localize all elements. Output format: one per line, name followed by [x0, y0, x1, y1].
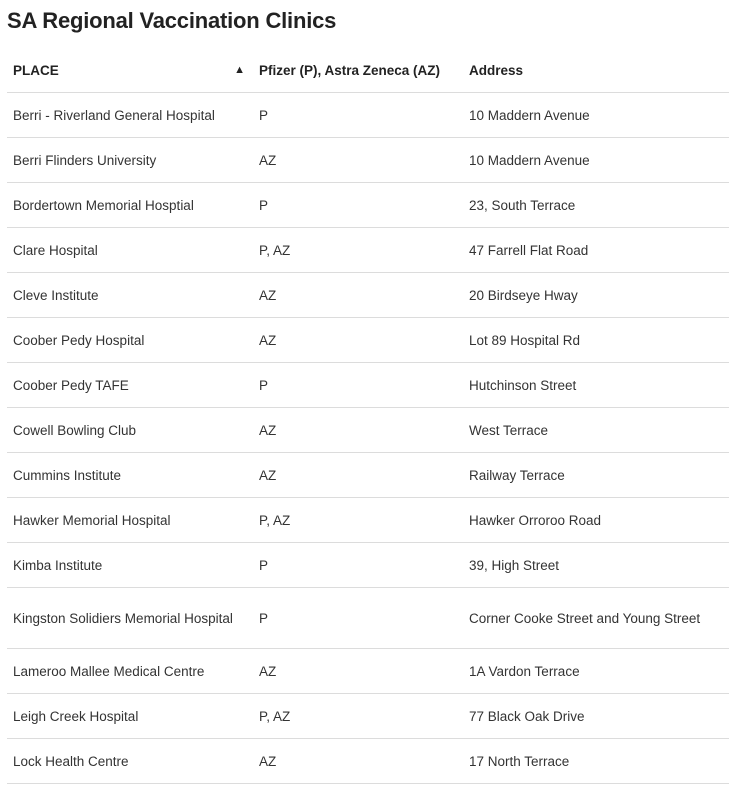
cell-vaccine: AZ	[253, 408, 463, 453]
cell-address: 23, South Terrace	[463, 183, 729, 228]
cell-place: Coober Pedy TAFE	[7, 363, 253, 408]
cell-place: Lameroo Mallee Medical Centre	[7, 649, 253, 694]
cell-place: Clare Hospital	[7, 228, 253, 273]
cell-address: 47 Farrell Flat Road	[463, 228, 729, 273]
cell-address: Hawker Orroroo Road	[463, 498, 729, 543]
header-row	[7, 48, 729, 93]
cell-place: Hawker Memorial Hospital	[7, 498, 253, 543]
table-row	[7, 318, 729, 363]
cell-vaccine: AZ	[253, 739, 463, 784]
cell-vaccine: P	[253, 183, 463, 228]
clinics-table	[7, 48, 729, 784]
cell-address: Corner Cooke Street and Young Street	[463, 588, 729, 649]
page-title: SA Regional Vaccination Clinics	[7, 8, 337, 33]
cell-place: Kimba Institute	[7, 543, 253, 588]
column-header-label: PLACE	[13, 62, 59, 78]
cell-place: Cummins Institute	[7, 453, 253, 498]
table-row	[7, 498, 729, 543]
table-row	[7, 93, 729, 138]
cell-address: 10 Maddern Avenue	[463, 93, 729, 138]
table-row	[7, 739, 729, 784]
cell-vaccine: P	[253, 543, 463, 588]
cell-vaccine: AZ	[253, 273, 463, 318]
cell-vaccine: P, AZ	[253, 694, 463, 739]
cell-address: 77 Black Oak Drive	[463, 694, 729, 739]
table-row	[7, 453, 729, 498]
table-row	[7, 408, 729, 453]
cell-address: West Terrace	[463, 408, 729, 453]
table-row	[7, 588, 729, 649]
table-row	[7, 694, 729, 739]
table-header	[7, 48, 729, 93]
table-row	[7, 649, 729, 694]
cell-vaccine: P, AZ	[253, 498, 463, 543]
cell-place: Cleve Institute	[7, 273, 253, 318]
column-header-label: Pfizer (P), Astra Zeneca (AZ)	[259, 62, 441, 78]
cell-address: 10 Maddern Avenue	[463, 138, 729, 183]
cell-place: Berri - Riverland General Hospital	[7, 93, 253, 138]
cell-place: Berri Flinders University	[7, 138, 253, 183]
cell-vaccine: AZ	[253, 453, 463, 498]
table-row	[7, 138, 729, 183]
cell-vaccine: P	[253, 93, 463, 138]
cell-place: Leigh Creek Hospital	[7, 694, 253, 739]
cell-address: Lot 89 Hospital Rd	[463, 318, 729, 363]
cell-vaccine: P	[253, 588, 463, 649]
cell-address: 1A Vardon Terrace	[463, 649, 729, 694]
cell-address: Railway Terrace	[463, 453, 729, 498]
table-row	[7, 273, 729, 318]
cell-place: Kingston Solidiers Memorial Hospital	[7, 588, 253, 649]
cell-address: 17 North Terrace	[463, 739, 729, 784]
table-row	[7, 183, 729, 228]
cell-address: 39, High Street	[463, 543, 729, 588]
column-header-address[interactable]	[463, 48, 729, 93]
column-header-place[interactable]	[7, 48, 253, 93]
cell-place: Lock Health Centre	[7, 739, 253, 784]
cell-place: Cowell Bowling Club	[7, 408, 253, 453]
table-row	[7, 228, 729, 273]
table-body	[7, 93, 729, 784]
table-row	[7, 363, 729, 408]
cell-address: 20 Birdseye Hway	[463, 273, 729, 318]
cell-address: Hutchinson Street	[463, 363, 729, 408]
cell-place: Coober Pedy Hospital	[7, 318, 253, 363]
cell-vaccine: AZ	[253, 138, 463, 183]
cell-vaccine: P	[253, 363, 463, 408]
cell-vaccine: P, AZ	[253, 228, 463, 273]
cell-vaccine: AZ	[253, 649, 463, 694]
table-row	[7, 543, 729, 588]
sort-ascending-icon: ▲	[234, 64, 245, 76]
cell-place: Bordertown Memorial Hosptial	[7, 183, 253, 228]
cell-vaccine: AZ	[253, 318, 463, 363]
column-header-vaccine[interactable]	[253, 48, 463, 93]
column-header-label: Address	[469, 62, 524, 78]
